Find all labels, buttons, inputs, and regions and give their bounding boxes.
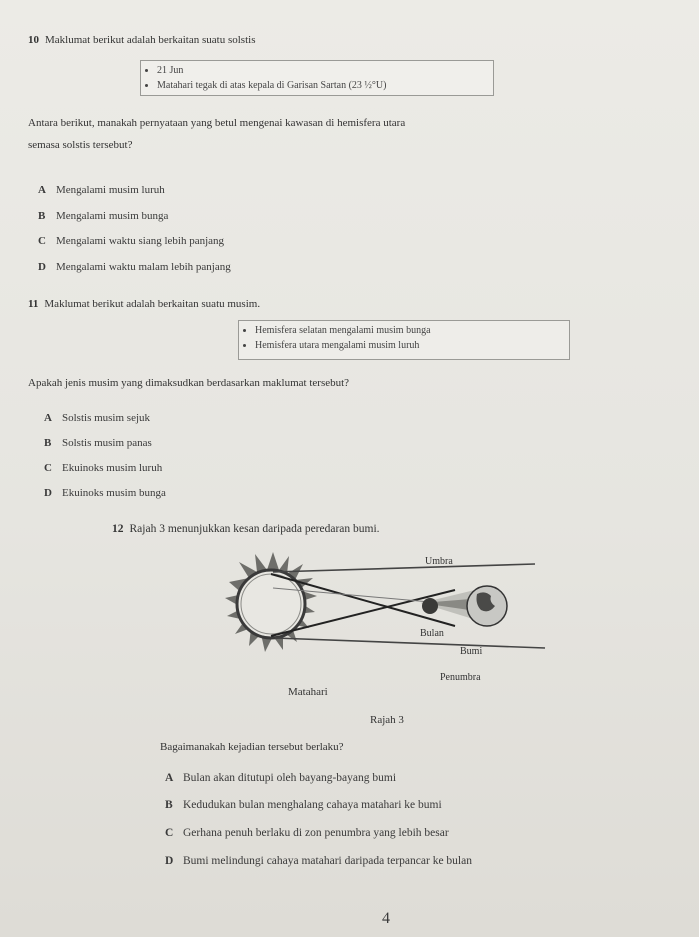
question-title-text: Maklumat berikut adalah berkaitan suatu solstis: [45, 34, 256, 46]
option-text: Mengalami waktu siang lebih panjang: [56, 235, 225, 247]
option-d[interactable]: [38, 261, 231, 273]
label-matahari: Matahari: [288, 686, 328, 698]
question-10-title: [28, 34, 255, 46]
option-c[interactable]: [44, 462, 162, 474]
question-11-title: [28, 298, 260, 310]
eclipse-diagram: [225, 548, 555, 708]
moon-icon: [422, 598, 438, 614]
option-a[interactable]: [38, 184, 165, 196]
option-text: Gerhana penuh berlaku di zon penumbra yang lebih besar: [183, 827, 449, 839]
option-letter: A: [165, 772, 174, 784]
option-letter: C: [44, 462, 52, 474]
option-letter: A: [44, 412, 52, 424]
option-letter: B: [38, 210, 46, 222]
option-c[interactable]: [165, 827, 449, 839]
option-text: Kedudukan bulan menghalang cahaya matahari ke bumi: [183, 799, 442, 811]
label-umbra: Umbra: [425, 556, 453, 567]
option-letter: D: [44, 487, 52, 499]
option-letter: B: [165, 799, 173, 811]
option-text: Mengalami waktu malam lebih panjang: [56, 261, 231, 273]
info-bullet: • Hemisfera utara mengalami musim luruh: [255, 340, 569, 351]
option-text: Ekuinoks musim luruh: [62, 462, 163, 474]
option-letter: A: [38, 184, 46, 196]
question-number: 12: [112, 523, 124, 535]
option-b[interactable]: [38, 210, 168, 222]
handwritten-page-mark: 4: [382, 910, 390, 927]
info-bullet: • 21 Jun: [157, 65, 493, 76]
option-b[interactable]: [44, 437, 152, 449]
option-b[interactable]: [165, 799, 442, 811]
option-a[interactable]: [44, 412, 150, 424]
info-bullet: • Hemisfera selatan mengalami musim bunga: [255, 325, 569, 336]
info-box-q11: [238, 320, 570, 360]
option-d[interactable]: [44, 487, 166, 499]
option-text: Bumi melindungi cahaya matahari daripada terpancar ke bulan: [183, 855, 472, 867]
option-text: Ekuinoks musim bunga: [62, 487, 166, 499]
question-number: 11: [28, 298, 39, 310]
option-letter: C: [165, 827, 174, 839]
option-letter: C: [38, 235, 46, 247]
question-11-stem: Apakah jenis musim yang dimaksudkan berdasarkan maklumat tersebut?: [28, 377, 350, 389]
option-text: Solstis musim sejuk: [62, 412, 151, 424]
option-letter: D: [165, 855, 174, 867]
question-10-stem: [28, 112, 678, 156]
diagram-caption: Rajah 3: [370, 714, 404, 726]
option-c[interactable]: [38, 235, 224, 247]
stem-line: Antara berikut, manakah pernyataan yang betul mengenai kawasan di hemisfera utara: [28, 117, 406, 129]
option-d[interactable]: [165, 855, 472, 867]
question-title-text: Rajah 3 menunjukkan kesan daripada peredaran bumi.: [129, 523, 380, 535]
info-bullet: • Matahari tegak di atas kepala di Garisan Sartan (23 ½°U): [157, 80, 493, 91]
question-12-title: [112, 523, 380, 535]
option-text: Bulan akan ditutupi oleh bayang-bayang bumi: [183, 772, 397, 784]
question-12-stem: Bagaimanakah kejadian tersebut berlaku?: [160, 741, 344, 753]
label-bulan: Bulan: [420, 628, 444, 639]
question-title-text: Maklumat berikut adalah berkaitan suatu musim.: [44, 298, 261, 310]
label-penumbra: Penumbra: [440, 672, 481, 683]
option-text: Mengalami musim bunga: [56, 210, 169, 222]
question-number: 10: [28, 34, 39, 46]
option-letter: D: [38, 261, 46, 273]
option-text: Mengalami musim luruh: [56, 184, 165, 196]
label-bumi: Bumi: [460, 646, 483, 657]
info-box-q10: [140, 60, 494, 96]
stem-line: semasa solstis tersebut?: [28, 139, 133, 151]
option-text: Solstis musim panas: [62, 437, 152, 449]
option-letter: B: [44, 437, 52, 449]
option-a[interactable]: [165, 772, 396, 784]
